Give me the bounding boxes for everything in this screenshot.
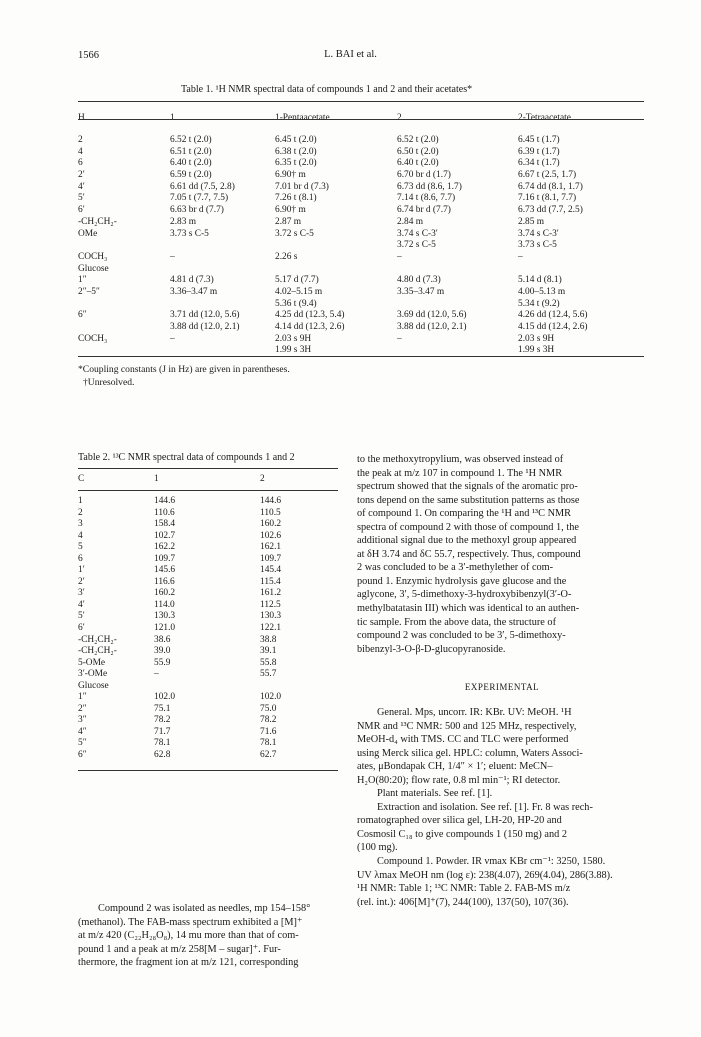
table1-row xyxy=(78,193,644,205)
text-line: General. Mps, uncorr. IR: KBr. UV: MeOH. ¹H xyxy=(377,707,572,718)
table1-cell: 1″ xyxy=(78,275,87,286)
table2-cell: 38.6 xyxy=(154,634,171,645)
table1-cell: 4.15 dd (12.4, 2.6) xyxy=(518,322,588,332)
table2-row xyxy=(78,554,338,566)
text-line: UV λmax MeOH nm (log ε): 238(4.07), 269(4.04), 286(3.88). xyxy=(357,869,613,881)
table2-cell: 6 xyxy=(78,553,83,564)
table1-cell: 3.71 dd (12.0, 5.6) xyxy=(170,310,240,321)
text-line: spectra of compound 2 with those of compound 1, the xyxy=(357,521,579,533)
table2-cell: 39.1 xyxy=(260,646,277,657)
table1-cell: 6.52 t (2.0) xyxy=(170,135,212,145)
table2-cell: 145.6 xyxy=(154,565,176,576)
table1-cell: 2.83 m xyxy=(170,216,197,227)
table1-cell: 3.35–3.47 m xyxy=(397,286,445,297)
table2-cell: 2 xyxy=(78,507,83,518)
text-line: Compound 2 was isolated as needles, mp 154–158° xyxy=(98,903,311,914)
table1-cell: 6.34 t (1.7) xyxy=(518,158,560,169)
text-line: pound 1 and a peak at m/z 258[M – sugar]⁺. Fur- xyxy=(78,943,281,955)
table1-cell: 6.67 t (2.5, 1.7) xyxy=(518,170,577,181)
table1-cell: 6.45 t (1.7) xyxy=(518,135,560,145)
text-line: methylbatatasin III) which was identical to an authen- xyxy=(357,603,580,615)
table2-row xyxy=(78,600,338,612)
table2-cell: 102.0 xyxy=(154,692,176,703)
table2-cell: 116.6 xyxy=(154,576,175,587)
table1-cell: 6.40 t (2.0) xyxy=(397,158,439,169)
experimental-text xyxy=(357,706,647,909)
table1-footnote-1: *Coupling constants (J in Hz) are given in parentheses. xyxy=(78,364,290,375)
text-line: thermore, the fragment ion at m/z 121, corresponding xyxy=(78,957,299,969)
text-line: tic sample. From the above data, the structure of xyxy=(357,616,557,628)
table2-cell: 1′ xyxy=(78,565,85,576)
table1-cell: 6.35 t (2.0) xyxy=(275,158,317,169)
text-line: (rel. int.): 406[M]⁺(7), 244(100), 137(50), 107(36). xyxy=(357,896,569,908)
table2-cell: 144.6 xyxy=(154,496,176,506)
table1-cell: 2 xyxy=(78,135,83,145)
table2-cell: 109.7 xyxy=(154,553,176,564)
table2-cell: 115.4 xyxy=(260,576,281,587)
table2-cell: 2″ xyxy=(78,703,87,714)
table1-cell: 4.02–5.15 m xyxy=(275,286,323,297)
table1-cell: 3.72 s C-5 xyxy=(397,240,436,251)
table2-cell: 4″ xyxy=(78,726,87,737)
table2-cell: 6′ xyxy=(78,623,85,634)
table1-row xyxy=(78,217,644,229)
table2-cell: 130.3 xyxy=(154,611,176,622)
table2-cell: 114.0 xyxy=(154,599,175,610)
table1-top-rule xyxy=(78,101,644,102)
table1-caption: Table 1. ¹H NMR spectral data of compounds 1 and 2 and their acetates* xyxy=(181,84,473,95)
table1-cell: 6.74 dd (8.1, 1.7) xyxy=(518,181,583,192)
text-line: (100 mg). xyxy=(357,842,398,854)
table2-cell: 102.7 xyxy=(154,530,176,541)
table1-row xyxy=(78,158,644,170)
table2-cell: 102.0 xyxy=(260,692,282,703)
table1-cell: 7.05 t (7.7, 7.5) xyxy=(170,193,229,204)
table1-header-cell: H xyxy=(78,113,85,123)
text-line: NMR and ¹³C NMR: 500 and 125 MHz, respectively, xyxy=(357,720,577,732)
table2-row xyxy=(78,681,338,693)
table1-row xyxy=(78,299,644,311)
text-line: to the methoxytropylium, was observed instead of xyxy=(357,454,564,465)
table1-cell: 3.88 dd (12.0, 2.1) xyxy=(170,322,240,332)
page-number: 1566 xyxy=(78,50,99,61)
table2-cell: 62.8 xyxy=(154,750,171,761)
text-line: bibenzyl-3-O-β-D-glucopyranoside. xyxy=(357,643,506,655)
table1-body xyxy=(78,135,644,357)
table1-cell: COCH₃ xyxy=(78,251,108,262)
table2-cell: 5″ xyxy=(78,738,87,749)
table2-top-rule xyxy=(78,468,338,469)
table2-row xyxy=(78,669,338,681)
table1-row xyxy=(78,310,644,322)
right-column-text xyxy=(357,453,647,656)
table2-cell: 78.2 xyxy=(260,715,277,726)
table2-cell: 71.7 xyxy=(154,726,171,737)
text-line: Compound 1. Powder. IR νmax KBr cm⁻¹: 3250, 1580. xyxy=(377,856,606,868)
table1-cell: OMe xyxy=(78,228,98,239)
text-line: tons depend on the same substitution patterns as those xyxy=(357,494,580,506)
table1-cell: 6′ xyxy=(78,205,85,216)
table2-cell: Glucose xyxy=(78,680,109,691)
table1-cell: -CH₂CH₂- xyxy=(78,216,117,227)
table1-cell: 6 xyxy=(78,158,83,169)
table2-cell: 78.1 xyxy=(154,738,171,749)
table2-cell: 55.9 xyxy=(154,657,171,668)
table2-cell: 1 xyxy=(78,496,83,506)
text-line: at m/z 420 (C₂₂H₂₈O₈), 14 mu more than that of com- xyxy=(78,930,299,942)
table1-cell: 2′ xyxy=(78,170,85,181)
table2-cell: 6″ xyxy=(78,750,87,761)
table2-cell: 162.2 xyxy=(154,542,176,553)
table1-cell: 6.40 t (2.0) xyxy=(170,158,212,169)
table1-cell: 6.45 t (2.0) xyxy=(275,135,317,145)
table1-cell: 6.51 t (2.0) xyxy=(170,146,212,157)
table2-row xyxy=(78,692,338,704)
left-column-text xyxy=(78,902,338,970)
table1-cell: 6.59 t (2.0) xyxy=(170,170,212,181)
text-line: compound 2 was concluded to be 3′, 5-dimethoxy- xyxy=(357,630,566,642)
table1-cell: 2.85 m xyxy=(518,216,545,227)
table1-row xyxy=(78,275,644,287)
table1-cell: 5.17 d (7.7) xyxy=(275,275,319,286)
table1-cell: 6.70 br d (1.7) xyxy=(397,170,451,181)
table2-header-row xyxy=(78,470,338,488)
table2-cell: 78.2 xyxy=(154,715,171,726)
table2-cell: 5 xyxy=(78,542,83,553)
table2-cell: 55.7 xyxy=(260,669,277,680)
table1-cell: – xyxy=(170,251,175,262)
table2-cell: 78.1 xyxy=(260,738,277,749)
table1-cell: 4.00–5.13 m xyxy=(518,286,566,297)
table2-row xyxy=(78,508,338,520)
table1-row xyxy=(78,170,644,182)
table2-row xyxy=(78,646,338,658)
table2-bottom-rule xyxy=(78,770,338,771)
table1-cell: 3.73 s C-5 xyxy=(518,240,557,251)
table2-row xyxy=(78,658,338,670)
table1-row xyxy=(78,205,644,217)
table1-cell: 6.61 dd (7.5, 2.8) xyxy=(170,181,235,192)
table2-header-cell: C xyxy=(78,474,85,484)
table2-cell: 3″ xyxy=(78,715,87,726)
table2-cell: -CH₂CH₂- xyxy=(78,646,117,657)
table1-cell: 2.26 s xyxy=(275,251,298,262)
table2-row xyxy=(78,565,338,577)
table2-cell: 2′ xyxy=(78,576,85,587)
table2-header-rule xyxy=(78,490,338,491)
table2-cell: -CH₂CH₂- xyxy=(78,634,117,645)
table2-cell: 110.5 xyxy=(260,507,281,518)
table2-row xyxy=(78,704,338,716)
table1-bottom-rule xyxy=(78,356,644,357)
table1-cell: – xyxy=(518,251,523,262)
text-line: (methanol). The FAB-mass spectrum exhibited a [M]⁺ xyxy=(78,916,303,928)
table1-cell: 3.36–3.47 m xyxy=(170,286,218,297)
table1-cell: 3.88 dd (12.0, 2.1) xyxy=(397,322,467,332)
table2-cell: 121.0 xyxy=(154,623,176,634)
table2-caption: Table 2. ¹³C NMR spectral data of compounds 1 and 2 xyxy=(78,452,295,463)
table2-row xyxy=(78,588,338,600)
table2-row xyxy=(78,635,338,647)
table1-cell: 7.26 t (8.1) xyxy=(275,193,317,204)
running-head: L. BAI et al. xyxy=(324,49,377,60)
table1-cell: 3.74 s C-3′ xyxy=(518,228,559,239)
table1-cell: 6.52 t (2.0) xyxy=(397,135,439,145)
table1-row xyxy=(78,147,644,159)
table1-row xyxy=(78,240,644,252)
table2-cell: 3′ xyxy=(78,588,85,599)
table1-cell: 4.80 d (7.3) xyxy=(397,275,441,286)
table1-cell: 6.38 t (2.0) xyxy=(275,146,317,157)
table2-row xyxy=(78,611,338,623)
text-line: aglycone, 3′, 5-dimethoxy-3-hydroxybibenzyl(3′-O- xyxy=(357,589,572,601)
table2-cell: 39.0 xyxy=(154,646,171,657)
table1-header-cell: 2 xyxy=(397,113,402,123)
table1-row xyxy=(78,264,644,276)
text-line: the peak at m/z 107 in compound 1. The ¹H NMR xyxy=(357,467,563,479)
table2-cell: 122.1 xyxy=(260,623,282,634)
table2-row xyxy=(78,496,338,508)
table1-cell: 2.03 s 9H xyxy=(275,333,312,344)
table1-row xyxy=(78,135,644,147)
table1-cell: 3.69 dd (12.0, 5.6) xyxy=(397,310,467,321)
table2-row xyxy=(78,738,338,750)
text-line: of compound 1. On comparing the ¹H and ¹³C NMR xyxy=(357,508,572,520)
table1-cell: – xyxy=(170,333,175,344)
table1-cell: 7.01 br d (7.3) xyxy=(275,181,329,192)
table1-cell: 7.14 t (8.6, 7.7) xyxy=(397,193,456,204)
table1-cell: 3.72 s C-5 xyxy=(275,228,314,239)
table1-cell: 3.73 s C-5 xyxy=(170,228,209,239)
table2-cell: 102.6 xyxy=(260,530,282,541)
table1-cell: 5′ xyxy=(78,193,85,204)
table1-cell: 6.73 dd (7.7, 2.5) xyxy=(518,205,583,216)
table2-cell: 5′ xyxy=(78,611,85,622)
table2-cell: 71.6 xyxy=(260,726,277,737)
table2-cell: 110.6 xyxy=(154,507,175,518)
table1-cell: 4.25 dd (12.3, 5.4) xyxy=(275,310,345,321)
table2-row xyxy=(78,750,338,762)
table2-cell: 158.4 xyxy=(154,519,176,530)
table1-cell: – xyxy=(397,251,402,262)
text-line: pound 1. Enzymic hydrolysis gave glucose and the xyxy=(357,575,567,587)
table1-cell: 2.87 m xyxy=(275,216,302,227)
table2-cell: 144.6 xyxy=(260,496,282,506)
table1-header-cell: 1 xyxy=(170,113,175,123)
text-line: Cosmosil C₁₈ to give compounds 1 (150 mg) and 2 xyxy=(357,828,567,840)
table2-cell: 4′ xyxy=(78,599,85,610)
table2-cell: 145.4 xyxy=(260,565,282,576)
table2-cell: 4 xyxy=(78,530,83,541)
table2-cell: 130.3 xyxy=(260,611,282,622)
table1-cell: 6.90† m xyxy=(275,205,306,216)
table2-cell: 5-OMe xyxy=(78,657,106,668)
table2-cell: 161.2 xyxy=(260,588,282,599)
table2-row xyxy=(78,542,338,554)
table1-header-row xyxy=(78,109,644,127)
table2-cell: 112.5 xyxy=(260,599,281,610)
table1-cell: 6.39 t (1.7) xyxy=(518,146,560,157)
table2-header-cell: 1 xyxy=(154,474,159,484)
table1-row xyxy=(78,252,644,264)
text-line: ¹H NMR: Table 1; ¹³C NMR: Table 2. FAB-MS m/z xyxy=(357,883,571,895)
table2-cell: 1″ xyxy=(78,692,87,703)
table2-row xyxy=(78,577,338,589)
table1-cell: 6.73 dd (8.6, 1.7) xyxy=(397,181,462,192)
table2-row xyxy=(78,531,338,543)
table1-cell: 1.99 s 3H xyxy=(518,345,555,356)
table1 xyxy=(78,109,644,357)
table2-cell: 55.8 xyxy=(260,657,277,668)
text-line: ates, μBondapak CH, 1/4″ × 1′; eluent: MeCN– xyxy=(357,761,553,773)
table1-cell: Glucose xyxy=(78,263,109,274)
table1-cell: 2″–5″ xyxy=(78,286,100,297)
table1-cell: 6.74 br d (7.7) xyxy=(397,205,451,216)
table1-cell: 3.74 s C-3′ xyxy=(397,228,438,239)
table2-cell: 75.0 xyxy=(260,703,277,714)
table2-cell: 75.1 xyxy=(154,703,171,714)
table1-cell: 4.26 dd (12.4, 5.6) xyxy=(518,310,588,321)
table2-cell: 38.8 xyxy=(260,634,277,645)
text-line: at δH 3.74 and δC 55.7, respectively. Thus, compound xyxy=(357,548,581,560)
table1-footnote-2: †Unresolved. xyxy=(83,377,135,388)
table1-cell: 7.16 t (8.1, 7.7) xyxy=(518,193,577,204)
table1-cell: 6.63 br d (7.7) xyxy=(170,205,224,216)
table1-cell: 2.03 s 9H xyxy=(518,333,555,344)
table1-cell: 5.36 t (9.4) xyxy=(275,298,317,309)
table1-cell: COCH₃ xyxy=(78,333,108,344)
table1-header-cell: 1-Pentaacetate xyxy=(275,113,330,123)
table2-row xyxy=(78,519,338,531)
table1-cell: 2.84 m xyxy=(397,216,424,227)
table2-cell: 160.2 xyxy=(260,519,282,530)
table2-body xyxy=(78,496,338,762)
table1-cell: 1.99 s 3H xyxy=(275,345,312,356)
table2-row xyxy=(78,715,338,727)
text-line: additional signal due to the methoxyl group appeared xyxy=(357,535,577,547)
table1-row xyxy=(78,322,644,334)
table1-header-rule xyxy=(78,119,644,120)
table1-row xyxy=(78,229,644,241)
table2-cell: 162.1 xyxy=(260,542,282,553)
text-line: spectrum showed that the signals of the aromatic pro- xyxy=(357,481,578,493)
text-line: Extraction and isolation. See ref. [1]. Fr. 8 was rech- xyxy=(377,801,593,813)
text-line: Plant materials. See ref. [1]. xyxy=(377,788,493,800)
table2-row xyxy=(78,623,338,635)
table2-cell: 3′-OMe xyxy=(78,669,108,680)
text-line: romatographed over silica gel, LH-20, HP-20 and xyxy=(357,815,562,827)
table2-cell: 109.7 xyxy=(260,553,282,564)
table1-row xyxy=(78,334,644,346)
table1-row xyxy=(78,287,644,299)
table1-cell: 4′ xyxy=(78,181,85,192)
table1-cell: 5.34 t (9.2) xyxy=(518,298,560,309)
table1-header-cell: 2-Tetraacetate xyxy=(518,113,571,123)
table1-cell: 6″ xyxy=(78,310,87,321)
table2-cell: 62.7 xyxy=(260,750,277,761)
table1-row xyxy=(78,182,644,194)
text-line: using Merck silica gel. HPLC: column, Waters Associ- xyxy=(357,747,583,759)
table2-header-cell: 2 xyxy=(260,474,265,484)
table1-cell: 4.14 dd (12.3, 2.6) xyxy=(275,322,345,332)
text-line: H₂O(80:20); flow rate, 0.8 ml min⁻¹; RI detector. xyxy=(357,774,561,786)
experimental-heading: EXPERIMENTAL xyxy=(464,682,540,692)
table2-cell: 3 xyxy=(78,519,83,530)
text-line: 2 was concluded to be a 3′-methylether of com- xyxy=(357,562,554,574)
table1-cell: 4 xyxy=(78,146,83,157)
text-line: MeOH-d₄ with TMS. CC and TLC were performed xyxy=(357,734,569,746)
table2-cell: 160.2 xyxy=(154,588,176,599)
table2-cell: – xyxy=(154,669,159,680)
table1-cell: 4.81 d (7.3) xyxy=(170,275,214,286)
table2-row xyxy=(78,727,338,739)
table1-cell: 6.50 t (2.0) xyxy=(397,146,439,157)
table1-cell: 5.14 d (8.1) xyxy=(518,275,562,286)
table1-cell: – xyxy=(397,333,402,344)
table1-cell: 6.90† m xyxy=(275,170,306,181)
